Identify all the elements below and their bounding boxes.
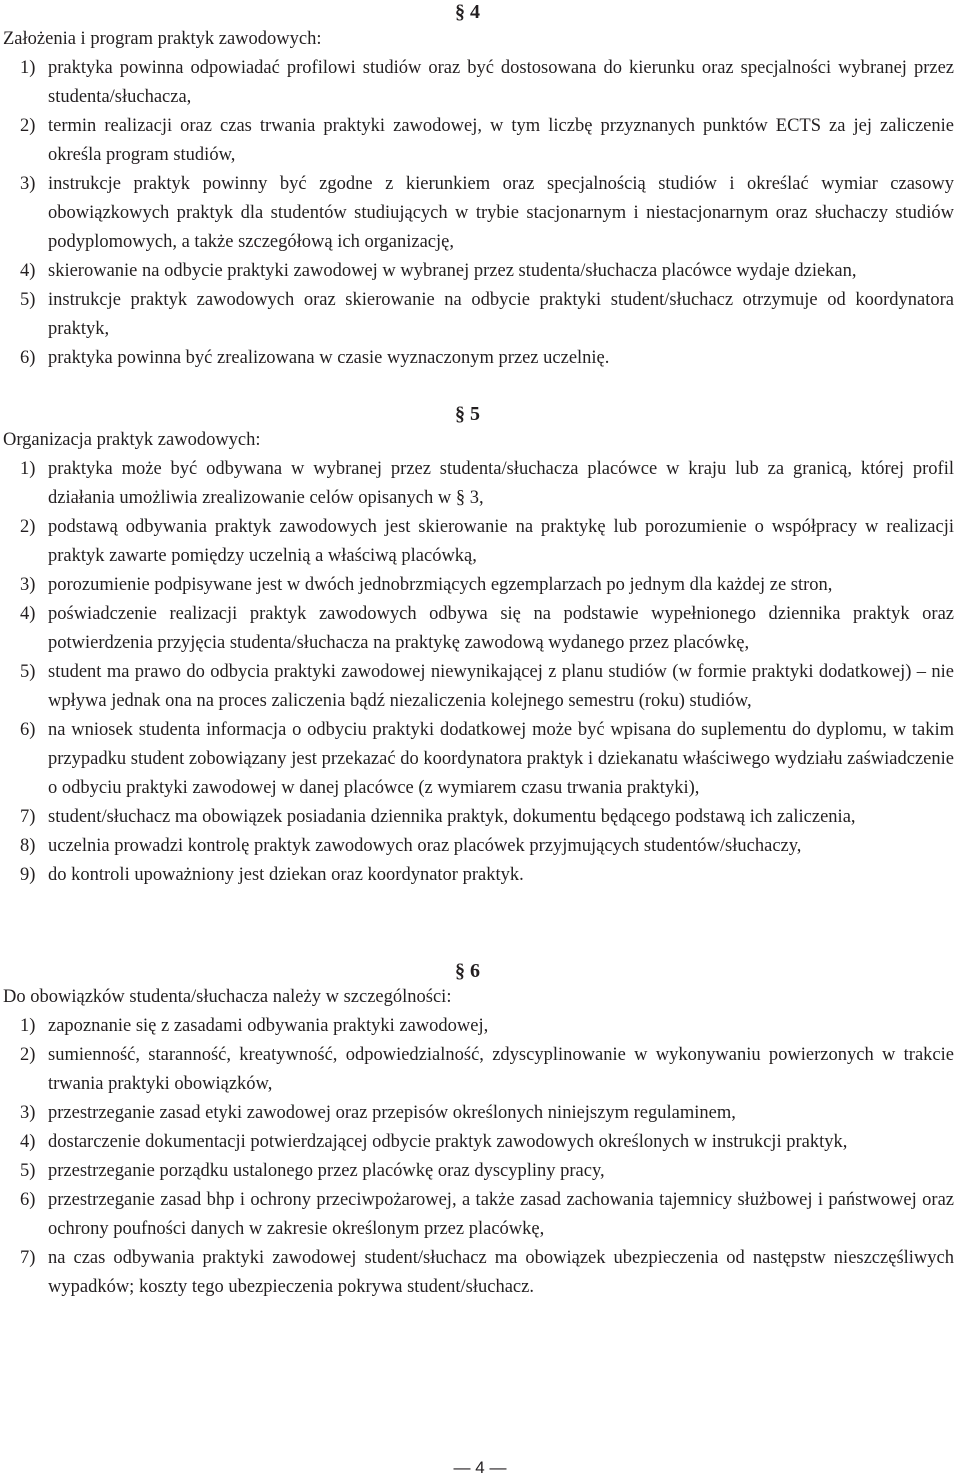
list-item-number: 9) (20, 865, 36, 885)
section-intro: Do obowiązków studenta/słuchacza należy w szczególności: (3, 987, 452, 1007)
list-item-number: 3) (20, 174, 36, 194)
list-item-number: 5) (20, 290, 36, 310)
list-item (0, 1157, 960, 1186)
list-item-number: 1) (20, 459, 36, 479)
section-intro: Założenia i program praktyk zawodowych: (3, 29, 322, 49)
list-item (0, 1244, 960, 1302)
list-item-number: 4) (20, 261, 36, 281)
list-item-number: 5) (20, 662, 36, 682)
list-item-text: przestrzeganie porządku ustalonego przez placówkę oraz dyscypliny pracy, (48, 1161, 605, 1181)
list-item (0, 1041, 960, 1099)
list-item (0, 861, 960, 890)
section-list (0, 455, 960, 890)
list-item-text: instrukcje praktyk zawodowych oraz skierowanie na odbycie praktyki student/słuchacz otrzymuje od koordynatora praktyk, (48, 290, 954, 339)
section-list (0, 54, 960, 373)
section-6 (0, 959, 960, 1302)
list-item-number: 6) (20, 1190, 36, 1210)
list-item-number: 2) (20, 1045, 36, 1065)
list-item-text: dostarczenie dokumentacji potwierdzającej odbycie praktyk zawodowych określonych w instrukcji praktyk, (48, 1132, 848, 1152)
list-item-text: na czas odbywania praktyki zawodowej student/słuchacz ma obowiązek ubezpieczenia od następstw nieszczęśliwych wypadków; koszty tego ubezpieczenia pokrywa student/słuchacz. (48, 1248, 954, 1297)
list-item-text: termin realizacji oraz czas trwania praktyki zawodowej, w tym liczbę przyznanych punktów ECTS za jej zaliczenie określa program studiów, (48, 116, 954, 165)
list-item-text: instrukcje praktyk powinny być zgodne z kierunkiem oraz specjalnością studiów i określać wymiar czasowy obowiązkowych praktyk dla studentów studiujących w trybie stacjonarnym i niestacjonarnym oraz słuchaczy studiów podyplomowych, a także szczegółową ich organizację, (48, 174, 954, 252)
list-item-text: na wniosek studenta informacja o odbyciu praktyki dodatkowej może być wpisana do suplementu do dyplomu, w takim przypadku student zobowiązany jest przekazać do koordynatora praktyk i dziekanatu właściwego wydziału zaświadczenie o odbyciu praktyki zawodowej w danej placówce (z wymiarem czasu trwania praktyki), (48, 720, 954, 798)
list-item (0, 1186, 960, 1244)
list-item-text: praktyka powinna odpowiadać profilowi studiów oraz być dostosowana do kierunku oraz specjalności wybranej przez studenta/słuchacza, (48, 58, 954, 107)
section-heading: § 4 (455, 1, 480, 23)
list-item-text: praktyka może być odbywana w wybranej przez studenta/słuchacza placówce w kraju lub za granicą, której profil działania umożliwia zrealizowanie celów opisanych w § 3, (48, 459, 954, 508)
list-item-text: skierowanie na odbycie praktyki zawodowej w wybranej przez studenta/słuchacza placówce wydaje dziekan, (48, 261, 857, 281)
list-item (0, 1099, 960, 1128)
list-item (0, 54, 960, 112)
section-heading: § 5 (455, 403, 480, 425)
list-item-number: 8) (20, 836, 36, 856)
section-5 (0, 402, 960, 890)
page-number: — 4 — (453, 1458, 507, 1477)
section-heading: § 6 (455, 960, 480, 982)
list-item-text: do kontroli upoważniony jest dziekan oraz koordynator praktyk. (48, 865, 524, 885)
list-item-number: 2) (20, 517, 36, 537)
list-item (0, 600, 960, 658)
list-item-text: podstawą odbywania praktyk zawodowych jest skierowanie na praktykę lub porozumienie o współpracy w realizacji praktyk zawarte pomiędzy uczelnią a właściwą placówką, (48, 517, 954, 566)
list-item-number: 7) (20, 1248, 36, 1268)
list-item (0, 1128, 960, 1157)
list-item-text: student/słuchacz ma obowiązek posiadania dziennika praktyk, dokumentu będącego podstawą ich zaliczenia, (48, 807, 856, 827)
list-item (0, 513, 960, 571)
list-item-text: porozumienie podpisywane jest w dwóch jednobrzmiących egzemplarzach po jednym dla każdej ze stron, (48, 575, 833, 595)
list-item-text: zapoznanie się z zasadami odbywania praktyki zawodowej, (48, 1016, 489, 1036)
list-item (0, 344, 960, 373)
list-item-text: praktyka powinna być zrealizowana w czasie wyznaczonym przez uczelnię. (48, 348, 610, 368)
list-item (0, 170, 960, 257)
list-item (0, 716, 960, 803)
list-item (0, 571, 960, 600)
list-item (0, 803, 960, 832)
list-item-number: 6) (20, 720, 36, 740)
list-item-number: 6) (20, 348, 36, 368)
list-item-number: 3) (20, 1103, 36, 1123)
list-item (0, 1012, 960, 1041)
list-item-text: przestrzeganie zasad etyki zawodowej oraz przepisów określonych niniejszym regulaminem, (48, 1103, 736, 1123)
list-item-number: 7) (20, 807, 36, 827)
section-list (0, 1012, 960, 1302)
list-item (0, 455, 960, 513)
list-item (0, 286, 960, 344)
list-item (0, 112, 960, 170)
list-item (0, 658, 960, 716)
list-item-text: uczelnia prowadzi kontrolę praktyk zawodowych oraz placówek przyjmujących studentów/słuchaczy, (48, 836, 802, 856)
list-item-number: 2) (20, 116, 36, 136)
list-item-text: przestrzeganie zasad bhp i ochrony przeciwpożarowej, a także zasad zachowania tajemnicy służbowej i państwowej oraz ochrony poufności danych w zakresie określonym przez placówkę, (48, 1190, 954, 1239)
list-item (0, 257, 960, 286)
list-item (0, 832, 960, 861)
list-item-number: 1) (20, 1016, 36, 1036)
section-4 (0, 0, 960, 373)
list-item-number: 4) (20, 1132, 36, 1152)
list-item-number: 5) (20, 1161, 36, 1181)
list-item-number: 1) (20, 58, 36, 78)
list-item-text: poświadczenie realizacji praktyk zawodowych odbywa się na podstawie wypełnionego dziennika praktyk oraz potwierdzenia przyjęcia studenta/słuchacza na praktykę zawodową wydanego przez placówkę, (48, 604, 954, 653)
list-item-number: 3) (20, 575, 36, 595)
list-item-text: student ma prawo do odbycia praktyki zawodowej niewynikającej z planu studiów (w formie praktyki dodatkowej) – nie wpływa jednak ona na proces zaliczenia bądź niezaliczenia kolejnego semestru (roku) studiów, (48, 662, 954, 711)
list-item-text: sumienność, staranność, kreatywność, odpowiedzialność, zdyscyplinowanie w wykonywaniu powierzonych w trakcie trwania praktyki obowiązków, (48, 1045, 954, 1094)
list-item-number: 4) (20, 604, 36, 624)
section-intro: Organizacja praktyk zawodowych: (3, 430, 261, 450)
